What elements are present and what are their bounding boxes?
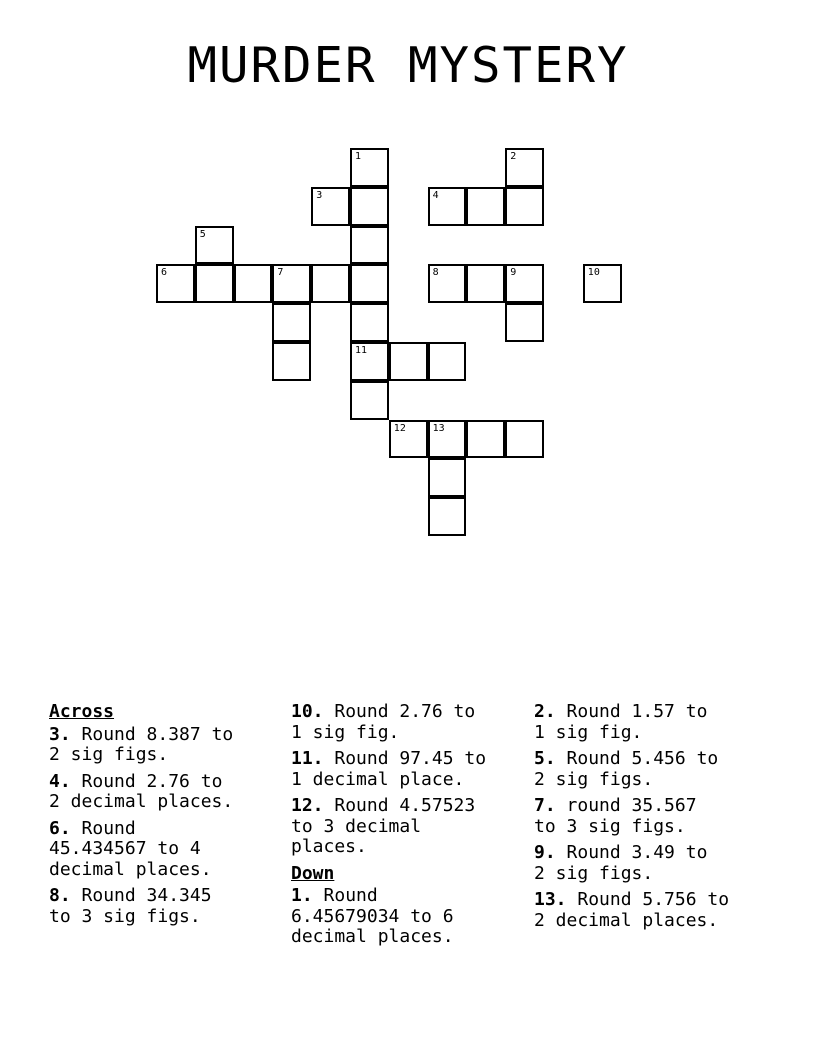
clue-number: 11. [291,748,324,769]
clue-text: round 35.567 to 3 sig figs. [534,795,697,837]
clue-number: 8. [49,885,71,906]
clue-text: Round 97.45 to 1 decimal place. [291,748,487,790]
clue-across-3 [49,725,284,766]
grid-cell[interactable] [583,264,622,303]
grid-cell[interactable] [428,458,467,497]
clue-across-4 [49,772,284,813]
clue-down-7 [534,796,779,837]
clue-text: Round 5.756 to 2 decimal places. [534,889,730,931]
clue-text: Round 8.387 to 2 sig figs. [49,723,234,765]
cell-number: 1 [355,151,362,162]
grid-cell[interactable] [350,303,389,342]
cell-number: 7 [277,267,284,279]
clues-column-3 [534,702,779,937]
down-heading: Down [291,862,335,884]
clue-text: Round 3.49 to 2 sig figs. [534,842,708,884]
grid-cell[interactable] [350,148,389,187]
clue-number: 1. [291,885,313,906]
grid-cell[interactable] [428,420,467,459]
grid-cell[interactable] [350,187,389,226]
clue-number: 3. [49,723,71,745]
grid-cell[interactable] [350,342,389,381]
clue-number: 4. [49,770,71,792]
grid-cell[interactable] [505,303,544,342]
cell-number: 5 [199,228,206,240]
grid-cell[interactable] [389,342,428,381]
clue-number: 7. [534,795,556,816]
grid-cell[interactable] [350,226,389,265]
clue-number: 9. [534,842,556,863]
cell-number: 3 [316,189,323,201]
clue-down-2 [534,702,779,743]
clue-number: 13. [534,889,567,910]
cell-number: 8 [432,267,439,279]
clue-across-12 [291,796,526,858]
clue-text: Round 34.345 to 3 sig figs. [49,885,212,927]
clues-column-2 [291,702,526,954]
cell-number: 13 [432,422,445,434]
grid-cell[interactable] [311,264,350,303]
clue-text: Round 4.57523 to 3 decimal places. [291,795,476,857]
cell-number: 12 [393,422,406,434]
grid-cell[interactable] [466,187,505,226]
clues-column-1 [49,702,284,933]
clue-text: Round 45.434567 to 4 decimal places. [49,817,212,880]
cell-number: 6 [161,267,168,279]
clue-number: 12. [291,795,324,816]
clue-text: Round 2.76 to 2 decimal places. [49,770,234,812]
grid-cell[interactable] [195,264,234,303]
clue-down-5 [534,749,779,790]
grid-cell[interactable] [272,342,311,381]
clue-number: 6. [49,817,71,839]
grid-cell[interactable] [505,420,544,459]
grid-cell[interactable] [466,264,505,303]
grid-cell[interactable] [428,342,467,381]
clue-text: Round 2.76 to 1 sig fig. [291,701,476,743]
grid-cell[interactable] [389,420,428,459]
puzzle-title: MURDER MYSTERY [187,37,629,94]
cell-number: 4 [432,189,439,201]
clue-text: Round 6.45679034 to 6 decimal places. [291,885,454,947]
cell-number: 10 [587,267,600,279]
clue-across-8 [49,886,284,927]
grid-cell[interactable] [505,187,544,226]
grid-cell[interactable] [505,148,544,187]
clue-number: 10. [291,701,324,722]
clue-number: 2. [534,701,556,722]
clue-down-13 [534,890,779,931]
clue-text: Round 5.456 to 2 sig figs. [534,748,719,790]
clue-down-9 [534,843,779,884]
grid-cell[interactable] [272,264,311,303]
clue-text: Round 1.57 to 1 sig fig. [534,701,708,743]
grid-cell[interactable] [195,226,234,265]
cell-number: 9 [510,267,517,279]
grid-cell[interactable] [428,264,467,303]
grid-cell[interactable] [234,264,273,303]
across-heading: Across [49,701,115,722]
grid-cell[interactable] [311,187,350,226]
clue-down-1 [291,886,526,948]
clue-number: 5. [534,748,556,769]
clue-across-6 [49,819,284,881]
grid-cell[interactable] [505,264,544,303]
grid-cell[interactable] [272,303,311,342]
grid-cell[interactable] [428,497,467,536]
cell-number: 11 [355,345,368,356]
grid-cell[interactable] [350,264,389,303]
grid-cell[interactable] [156,264,195,303]
clue-across-11 [291,749,526,790]
grid-cell[interactable] [428,187,467,226]
cell-number: 2 [510,151,517,162]
clue-across-10 [291,702,526,743]
grid-cell[interactable] [466,420,505,459]
grid-cell[interactable] [350,381,389,420]
